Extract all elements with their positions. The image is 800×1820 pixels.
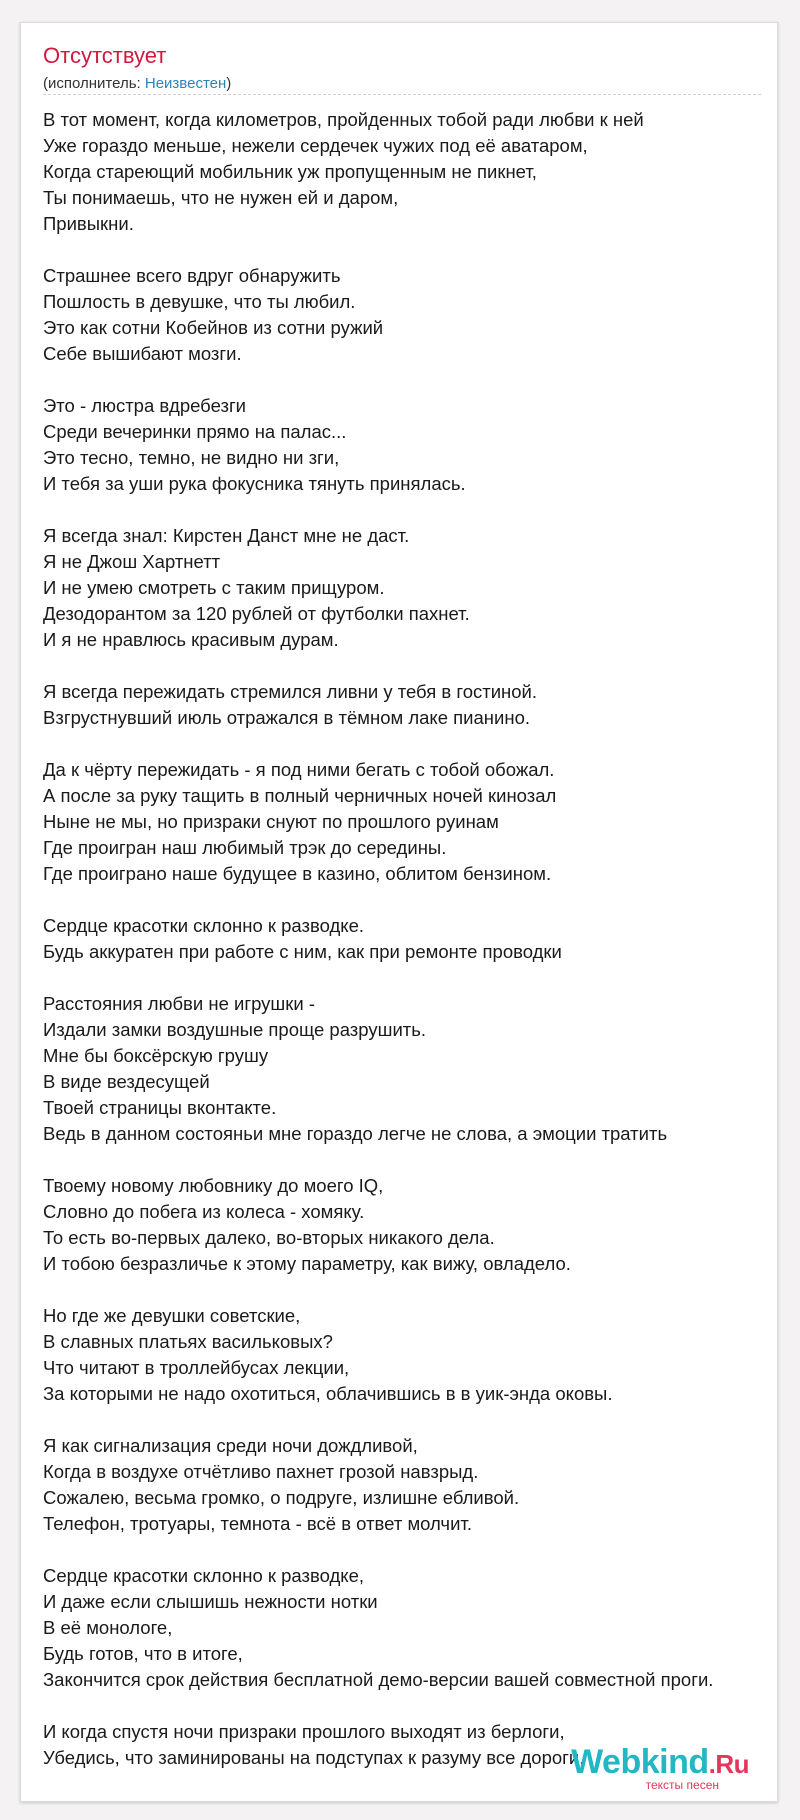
lyrics-stanza: [43, 679, 773, 731]
lyrics-line: Расстояния любви не игрушки -: [43, 993, 315, 1014]
lyrics-line: Сердце красотки склонно к разводке.: [43, 915, 364, 936]
lyrics-line: Убедись, что заминированы на подступах к разуму все дороги.: [43, 1747, 585, 1768]
lyrics-stanza: [43, 1303, 773, 1407]
lyrics-line: Когда в воздухе отчётливо пахнет грозой навзрыд.: [43, 1461, 479, 1482]
artist-suffix: ): [226, 75, 232, 92]
lyrics-line: Твоему новому любовнику до моего IQ,: [43, 1175, 384, 1196]
lyrics-stanza: [43, 393, 773, 497]
artist-line: [43, 75, 231, 93]
lyrics-line: Пошлость в девушке, что ты любил.: [43, 291, 356, 312]
lyrics-line: Ныне не мы, но призраки снуют по прошлого руинам: [43, 811, 499, 832]
lyrics-line: И тобою безразличье к этому параметру, как вижу, овладело.: [43, 1253, 571, 1274]
lyrics-line: Словно до побега из колеса - хомяку.: [43, 1201, 365, 1222]
lyrics-line: Будь аккуратен при работе с ним, как при ремонте проводки: [43, 941, 562, 962]
lyrics-line: И когда спустя ночи призраки прошлого выходят из берлоги,: [43, 1721, 565, 1742]
lyrics-line: Это тесно, темно, не видно ни зги,: [43, 447, 340, 468]
lyrics-line: И тебя за уши рука фокусника тянуть принялась.: [43, 473, 466, 494]
lyrics-line: Среди вечеринки прямо на палас...: [43, 421, 347, 442]
lyrics-line: Взгрустнувший июль отражался в тёмном лаке пианино.: [43, 707, 530, 728]
lyrics-line: В её монологе,: [43, 1617, 173, 1638]
artist-prefix: (исполнитель:: [43, 75, 145, 92]
lyrics-stanza: [43, 757, 773, 887]
lyrics-stanza: [43, 107, 773, 237]
lyrics-stanza: [43, 1433, 773, 1537]
lyrics-line: Телефон, тротуары, темнота - всё в ответ молчит.: [43, 1513, 472, 1534]
lyrics-line: Привыкни.: [43, 213, 134, 234]
lyrics-body: [43, 107, 773, 1797]
lyrics-line: Когда стареющий мобильник уж пропущенным не пикнет,: [43, 161, 537, 182]
lyrics-line: Закончится срок действия бесплатной демо-версии вашей совместной проги.: [43, 1669, 714, 1690]
lyrics-card: [20, 22, 778, 1802]
lyrics-line: И я не нравлюсь красивым дурам.: [43, 629, 339, 650]
lyrics-line: Издали замки воздушные проще разрушить.: [43, 1019, 427, 1040]
lyrics-line: То есть во-первых далеко, во-вторых никакого дела.: [43, 1227, 495, 1248]
lyrics-line: Где проигран наш любимый трэк до середины.: [43, 837, 447, 858]
lyrics-stanza: [43, 1173, 773, 1277]
lyrics-line: Мне бы боксёрскую грушу: [43, 1045, 269, 1066]
lyrics-line: Сердце красотки склонно к разводке,: [43, 1565, 364, 1586]
logo-wordmark: [571, 1745, 749, 1779]
lyrics-line: Ты понимаешь, что не нужен ей и даром,: [43, 187, 399, 208]
lyrics-stanza: [43, 913, 773, 965]
header-divider: [43, 94, 761, 95]
lyrics-line: Я всегда пережидать стремился ливни у тебя в гостиной.: [43, 681, 538, 702]
lyrics-line: Уже гораздо меньше, нежели сердечек чужих под её аватаром,: [43, 135, 588, 156]
lyrics-line: Это как сотни Кобейнов из сотни ружий: [43, 317, 384, 338]
logo-tld-text: .Ru: [708, 1749, 749, 1779]
lyrics-line: Дезодорантом за 120 рублей от футболки пахнет.: [43, 603, 470, 624]
lyrics-line: Это - люстра вдребезги: [43, 395, 247, 416]
lyrics-line: Я не Джош Хартнетт: [43, 551, 221, 572]
lyrics-line: Где проиграно наше будущее в казино, облитом бензином.: [43, 863, 552, 884]
lyrics-stanza: [43, 991, 773, 1147]
lyrics-line: Будь готов, что в итоге,: [43, 1643, 243, 1664]
lyrics-line: Я как сигнализация среди ночи дождливой,: [43, 1435, 418, 1456]
logo-main-text: Webkind: [571, 1743, 709, 1781]
lyrics-line: Сожалею, весьма громко, о подруге, излишне ебливой.: [43, 1487, 520, 1508]
lyrics-line: Ведь в данном состояньи мне гораздо легче не слова, а эмоции тратить: [43, 1123, 668, 1144]
lyrics-stanza: [43, 523, 773, 653]
lyrics-line: Но где же девушки советские,: [43, 1305, 301, 1326]
lyrics-line: В тот момент, когда километров, пройденных тобой ради любви к ней: [43, 109, 644, 130]
lyrics-line: И даже если слышишь нежности нотки: [43, 1591, 378, 1612]
lyrics-line: За которыми не надо охотиться, облачившись в в уик-энда оковы.: [43, 1383, 613, 1404]
lyrics-line: Я всегда знал: Кирстен Данст мне не даст.: [43, 525, 410, 546]
artist-link[interactable]: Неизвестен: [144, 75, 227, 92]
lyrics-line: И не умею смотреть с таким прищуром.: [43, 577, 385, 598]
lyrics-line: Страшнее всего вдруг обнаружить: [43, 265, 341, 286]
lyrics-line: В виде вездесущей: [43, 1071, 210, 1092]
lyrics-line: А после за руку тащить в полный черничных ночей кинозал: [43, 785, 557, 806]
lyrics-line: В славных платьях васильковых?: [43, 1331, 333, 1352]
logo-subtitle: тексты песен: [645, 1778, 719, 1792]
lyrics-line: Твоей страницы вконтакте.: [43, 1097, 277, 1118]
lyrics-stanza: [43, 263, 773, 367]
lyrics-line: Себе вышибают мозги.: [43, 343, 242, 364]
lyrics-line: Что читают в троллейбусах лекции,: [43, 1357, 350, 1378]
lyrics-line: Да к чёрту пережидать - я под ними бегать с тобой обожал.: [43, 759, 555, 780]
lyrics-stanza: [43, 1563, 773, 1693]
song-title: Отсутствует: [43, 43, 167, 68]
site-logo[interactable]: [571, 1745, 749, 1791]
